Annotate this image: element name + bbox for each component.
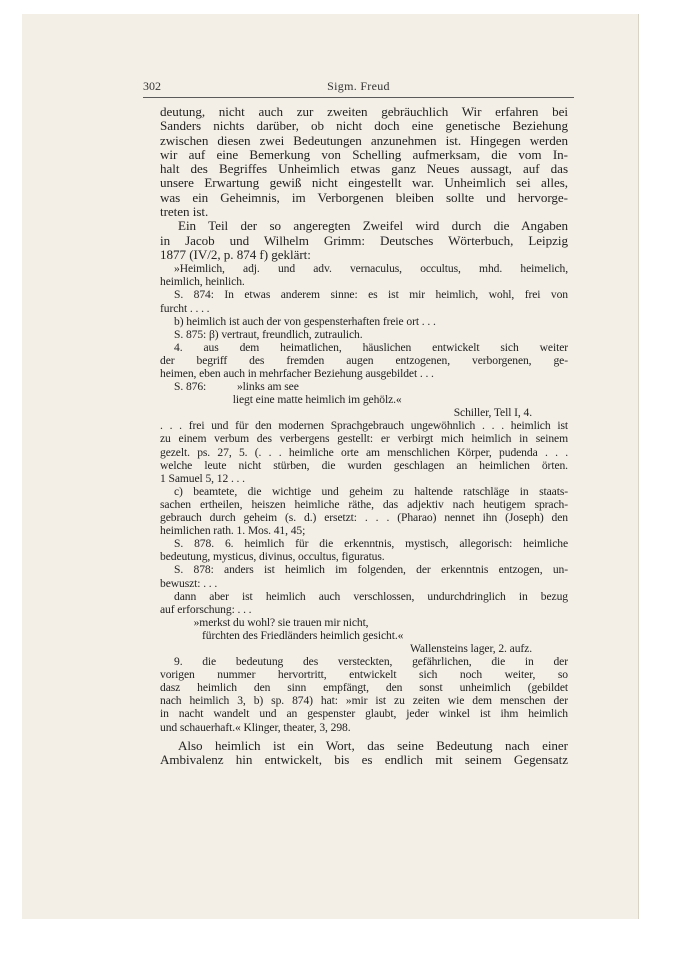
text-line: was ein Geheimnis, im Verborgenen bleiben sollte und hervorge- (160, 190, 568, 205)
page-header (143, 79, 574, 94)
text-line: furcht . . . . (160, 301, 210, 315)
text-line: Ein Teil der so angeregten Zweifel wird durch die Angaben (178, 219, 568, 234)
text-line: bewuszt: . . . (160, 576, 218, 590)
running-title: Sigm. Freud (327, 79, 390, 93)
header-rule (143, 97, 574, 98)
text-line: S. 875: β) vertraut, freundlich, zutraulich. (174, 327, 363, 341)
text-line: »Heimlich, adj. und adv. vernaculus, occultus, mhd. heimelich, (174, 262, 568, 276)
text-line: unsere Erwartung gewiß nicht eingestellt war. Unheimlich sei alles, (160, 176, 568, 191)
text-line: fürchten des Friedländers heimlich gesicht.« (174, 628, 404, 642)
text-line: deutung, nicht auch zur zweiten gebräuchlich Wir erfahren bei (160, 105, 568, 119)
text-line: 1877 (IV/2, p. 874 f) geklärt: (160, 247, 311, 262)
text-line: 4. aus dem heimatlichen, häuslichen entwickelt sich weiter (174, 340, 568, 354)
text-line: gebrauch durch geheim (s. d.) ersetzt: . . . (Pharao) nennet ihn (Joseph) den (160, 511, 568, 525)
text-line: dasz heimlich den sinn empfängt, den sonst unheimlich (gebildet (160, 681, 568, 695)
text-line: wir auf eine Bemerkung von Schelling aufmerksam, die vom In- (160, 147, 568, 162)
text-line: Wallensteins lager, 2. aufz. (410, 641, 532, 655)
text-line: c) beamtete, die wichtige und geheim zu haltende ratschläge in staats- (174, 484, 568, 498)
text-line: Also heimlich ist ein Wort, das seine Bedeutung nach einer (178, 738, 568, 753)
body-text (160, 105, 568, 767)
text-line: 1 Samuel 5, 12 . . . (160, 471, 245, 485)
text-line: heimen, eben auch in mehrfacher Beziehung ausgebildet . . . (160, 367, 434, 381)
text-line: nach heimlich 3, b) sp. 874) hat: »mir ist zu zeiten wie dem menschen der (160, 694, 568, 708)
text-line: »merkst du wohl? sie trauen mir nicht, (174, 615, 369, 629)
text-line: S. 878: anders ist heimlich im folgenden, der erkenntnis entzogen, un- (174, 563, 568, 577)
text-line: S. 874: In etwas anderem sinne: es ist mir heimlich, wohl, frei von (174, 288, 568, 302)
text-line: in nacht wandelt und an gespenster glaubt, jeder winkel ist ihm heimlich (160, 707, 568, 721)
text-line: sachen ertheilen, heiszen heimliche räthe, das adjektiv nach heutigem sprach- (160, 497, 568, 511)
text-line: heimlich, heinlich. (160, 275, 245, 289)
text-line: der begriff des fremden augen entzogenen, verborgenen, ge- (160, 353, 568, 367)
text-line: . . . frei und für den modernen Sprachgebrauch ungewöhnlich . . . heimlich ist (160, 419, 568, 433)
text-line: heimlichen rath. 1. Mos. 41, 45; (160, 524, 306, 538)
text-line: 9. die bedeutung des versteckten, gefährlichen, die in der (174, 655, 568, 669)
text-line: Ambivalenz hin entwickelt, bis es endlich mit seinem Gegensatz (160, 752, 568, 767)
text-line: Schiller, Tell I, 4. (453, 406, 532, 420)
text-line: S. 878. 6. heimlich für die erkenntnis, mystisch, allegorisch: heimliche (174, 537, 568, 551)
text-line: auf erforschung: . . . (160, 602, 252, 616)
text-line: dann aber ist heimlich auch verschlossen, undurchdringlich in bezug (174, 589, 568, 603)
text-line: treten ist. (160, 205, 209, 220)
text-line: zwischen diesen zwei Bedeutungen anzunehmen ist. Hingegen werden (160, 133, 568, 148)
text-line: b) heimlich ist auch der von gespensterhaften freie ort . . . (174, 314, 436, 328)
text-line: in Jacob und Wilhelm Grimm: Deutsches Wörterbuch, Leipzig (160, 233, 568, 248)
text-line: zu einem verbum des verbergens gestellt: er verbirgt mich heimlich in seinem (160, 432, 568, 446)
text-line: gezelt. ps. 27, 5. (. . . heimliche orte am menschlichen Körper, pudenda . . . (160, 445, 568, 459)
text-line: halt des Begriffes Unheimlich etwas ganz Neues aussagt, auf das (160, 162, 568, 177)
page-number: 302 (143, 79, 161, 93)
text-line: vorigen nummer hervortritt, entwickelt sich noch weiter, so (160, 668, 568, 682)
text-line: welche leute nicht stürben, die wurden geschlagen an heimlichen örten. (160, 458, 568, 472)
text-line: Sanders nichts darüber, ob nicht doch eine genetische Beziehung (160, 119, 568, 134)
text-line: S. 876: »links am see (174, 380, 299, 394)
text-line: liegt eine matte heimlich im gehölz.« (160, 393, 402, 407)
text-line: bedeutung, mysticus, divinus, occultus, figuratus. (160, 550, 385, 564)
text-line: und schauerhaft.« Klinger, theater, 3, 298. (160, 720, 351, 734)
